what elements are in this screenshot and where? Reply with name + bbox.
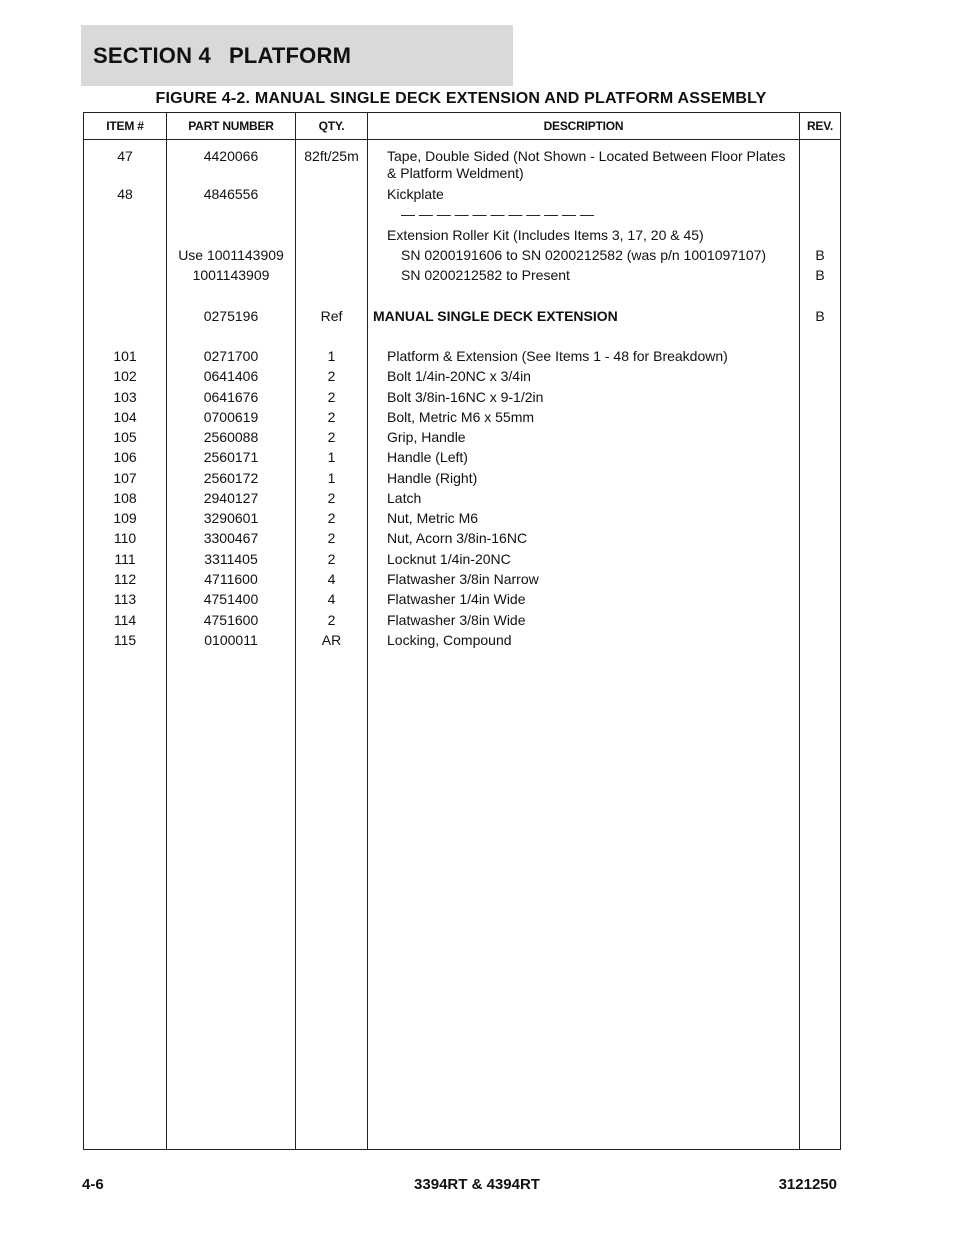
model-name: 3394RT & 4394RT <box>414 1176 540 1193</box>
part-number: 2940127 <box>203 490 259 506</box>
item-number: 110 <box>113 530 137 546</box>
part-number: 0700619 <box>203 409 259 425</box>
part-number: 0641676 <box>203 389 259 405</box>
part-number: 2560088 <box>203 429 259 445</box>
part-number: 3290601 <box>203 510 259 526</box>
revision: B <box>815 267 825 283</box>
quantity: AR <box>321 632 342 648</box>
quantity: 4 <box>327 571 336 587</box>
quantity: 2 <box>327 612 336 628</box>
quantity: 1 <box>327 470 336 486</box>
part-number: 0271700 <box>203 348 259 364</box>
description: Bolt 3/8in-16NC x 9-1/2in <box>387 389 544 405</box>
table-header <box>84 113 840 140</box>
description: Handle (Right) <box>387 470 478 486</box>
description: — — — — — — — — — — — <box>401 206 594 222</box>
description: MANUAL SINGLE DECK EXTENSION <box>373 308 618 324</box>
item-number: 111 <box>114 551 136 567</box>
part-number: 0100011 <box>204 632 258 648</box>
description: Locknut 1/4in-20NC <box>387 551 511 567</box>
part-number: 4420066 <box>203 148 259 164</box>
item-number: 107 <box>113 470 137 486</box>
item-number: 102 <box>113 368 137 384</box>
item-number: 113 <box>113 591 137 607</box>
parts-table <box>83 112 841 1150</box>
description: Latch <box>387 490 422 506</box>
quantity: Ref <box>320 308 343 324</box>
page-number: 4-6 <box>82 1176 104 1193</box>
quantity: 2 <box>327 490 336 506</box>
item-number: 108 <box>113 490 137 506</box>
revision: B <box>815 247 825 263</box>
description: Handle (Left) <box>387 449 468 465</box>
quantity: 82ft/25m <box>304 148 359 164</box>
description: Bolt 1/4in-20NC x 3/4in <box>387 368 531 384</box>
header-qty: QTY. <box>318 119 345 133</box>
column-divider <box>295 113 296 1149</box>
description: Flatwasher 3/8in Narrow <box>387 571 539 587</box>
quantity: 2 <box>327 409 336 425</box>
part-number: 4711600 <box>204 571 258 587</box>
description: Nut, Acorn 3/8in-16NC <box>387 530 528 546</box>
quantity: 2 <box>327 368 336 384</box>
part-number: 1001143909 <box>192 267 270 283</box>
item-number: 47 <box>117 148 133 164</box>
item-number: 106 <box>113 449 137 465</box>
quantity: 2 <box>327 429 336 445</box>
quantity: 1 <box>327 449 336 465</box>
part-number: Use 1001143909 <box>178 247 284 263</box>
description: Tape, Double Sided (Not Shown - Located Between Floor Plates & Platform Weldment) <box>387 148 786 181</box>
description: Kickplate <box>387 186 444 202</box>
revision: B <box>815 308 825 324</box>
item-number: 104 <box>113 409 137 425</box>
header-item: ITEM # <box>106 119 144 133</box>
header-part-number: PART NUMBER <box>188 119 274 133</box>
part-number: 4846556 <box>203 186 259 202</box>
header-rev: REV. <box>806 119 834 133</box>
document-number: 3121250 <box>778 1176 837 1193</box>
quantity: 1 <box>327 348 336 364</box>
quantity: 2 <box>327 389 336 405</box>
item-number: 48 <box>117 186 133 202</box>
item-number: 114 <box>113 612 137 628</box>
description: Locking, Compound <box>387 632 512 648</box>
quantity: 2 <box>327 551 336 567</box>
item-number: 101 <box>113 348 137 364</box>
part-number: 0641406 <box>203 368 259 384</box>
item-number: 109 <box>113 510 137 526</box>
part-number: 3300467 <box>203 530 259 546</box>
description: SN 0200212582 to Present <box>401 267 570 283</box>
part-number: 3311405 <box>204 551 258 567</box>
part-number: 2560172 <box>203 470 259 486</box>
item-number: 115 <box>113 632 137 648</box>
section-number: SECTION 4 <box>93 42 211 68</box>
item-number: 112 <box>113 571 137 587</box>
description: Bolt, Metric M6 x 55mm <box>387 409 535 425</box>
item-number: 103 <box>113 389 137 405</box>
part-number: 2560171 <box>203 449 259 465</box>
part-number: 0275196 <box>203 308 259 324</box>
description: Grip, Handle <box>387 429 466 445</box>
header-description: DESCRIPTION <box>543 119 624 133</box>
section-name: PLATFORM <box>228 42 352 68</box>
description: Extension Roller Kit (Includes Items 3, 17, 20 & 45) <box>387 227 704 243</box>
part-number: 4751400 <box>203 591 259 607</box>
description: Flatwasher 1/4in Wide <box>387 591 526 607</box>
description: Nut, Metric M6 <box>387 510 479 526</box>
quantity: 2 <box>327 530 336 546</box>
quantity: 4 <box>327 591 336 607</box>
description: Flatwasher 3/8in Wide <box>387 612 526 628</box>
column-divider <box>367 113 368 1149</box>
section-banner <box>81 25 513 86</box>
figure-title: FIGURE 4-2. MANUAL SINGLE DECK EXTENSION AND PLATFORM ASSEMBLY <box>155 90 767 107</box>
description: SN 0200191606 to SN 0200212582 (was p/n 1001097107) <box>401 247 767 263</box>
part-number: 4751600 <box>203 612 259 628</box>
item-number: 105 <box>113 429 137 445</box>
quantity: 2 <box>327 510 336 526</box>
description: Platform & Extension (See Items 1 - 48 for Breakdown) <box>387 348 728 364</box>
